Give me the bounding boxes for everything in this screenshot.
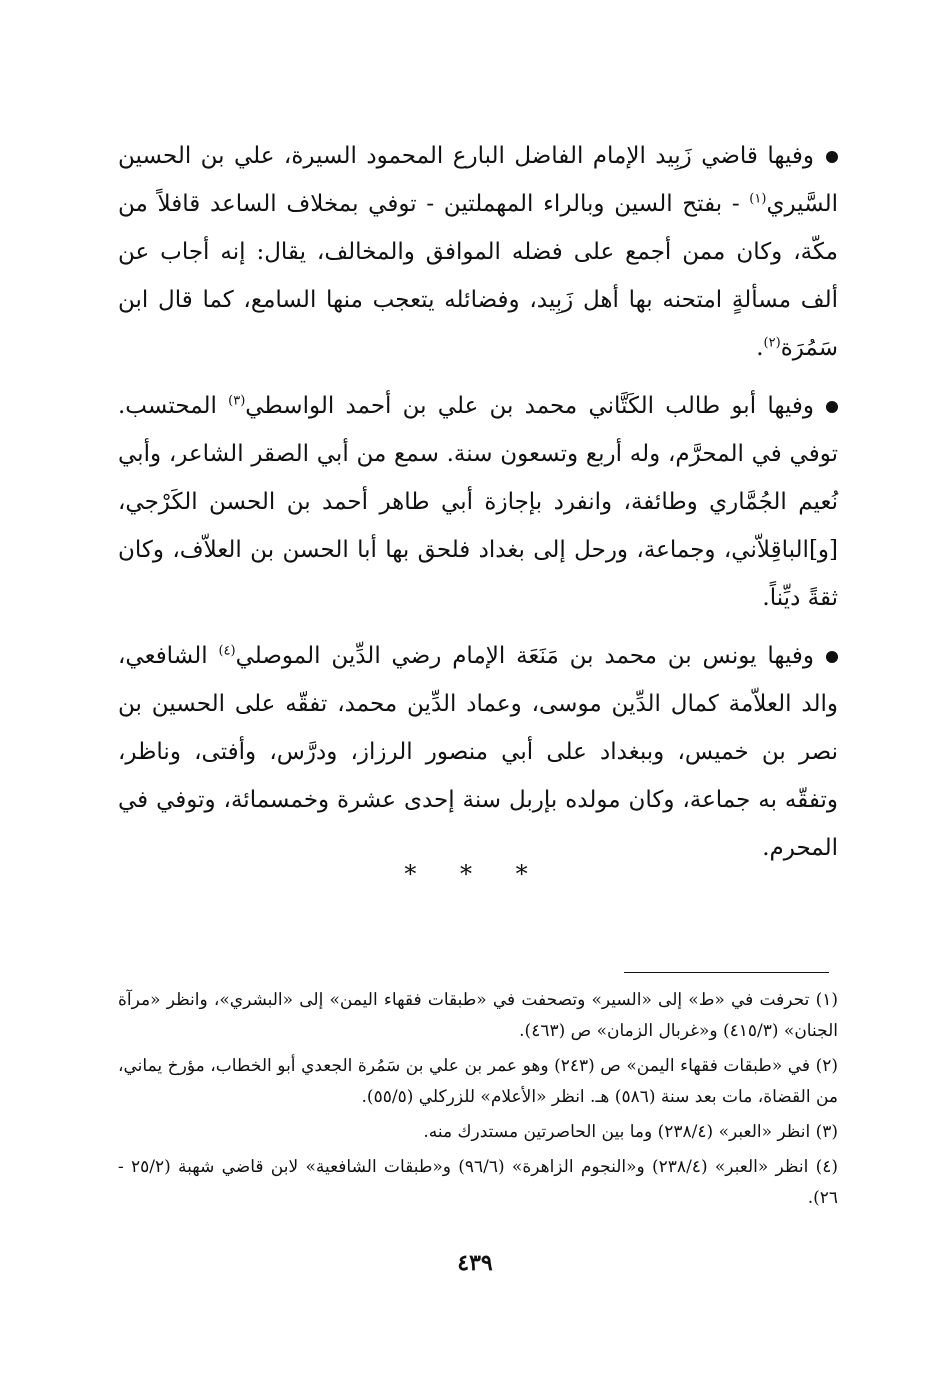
footnote-4: (٤) انظر «العبر» (٢٣٨/٤) و«النجوم الزاهرة» (٩٦/٦) و«طبقات الشافعية» لابن قاضي شهبة (٢٥/٢ - ٢٦). xyxy=(118,1157,838,1208)
paragraph-3 xyxy=(118,632,838,872)
main-text xyxy=(118,132,838,882)
section-separator: * * * xyxy=(404,860,546,888)
footnote-3: (٣) انظر «العبر» (٢٣٨/٤) وما بين الحاصرتين مستدرك منه. xyxy=(423,1122,838,1142)
paragraph-text: . xyxy=(756,335,764,361)
paragraph-text: وفيها قاضي زَبِيد الإمام الفاضل البارع المحمود السيرة، علي بن الحسين السَّيري xyxy=(118,143,838,217)
footnote-2: (٢) في «طبقات فقهاء اليمن» ص (٢٤٣) وهو عمر بن علي بن سَمُرة الجعدي أبو الخطاب، مؤرخ يماني، من القضاة، مات بعد سنة (٥٨٦) هـ. انظر «الأعلام» للزركلي (٥٥/٥). xyxy=(118,1056,838,1107)
bullet-icon xyxy=(826,401,838,413)
paragraph-1 xyxy=(118,132,838,372)
page-number: ٤٣٩ xyxy=(457,1250,493,1276)
footnotes xyxy=(118,985,838,1218)
footnote-ref: (٢) xyxy=(763,335,781,351)
footnote-divider xyxy=(624,972,829,973)
bullet-icon xyxy=(826,651,838,663)
paragraph-text: المحتسب. توفي في المحرَّم، وله أربع وتسعون سنة. سمع من أبي الصقر الشاعر، وأبي نُعيم الجُمَّاري وطائفة، وانفرد بإجازة أبي طاهر أحمد بن الحسن الكَرْجي، [و]الباقِلاّني، وجماعة، ورحل إلى بغداد فلحق بها أبا الحسن بن العلاّف، وكان ثقةً ديِّناً. xyxy=(118,393,838,611)
footnote-ref: (٤) xyxy=(218,643,236,659)
paragraph-2 xyxy=(118,382,838,622)
footnote-ref: (١) xyxy=(749,191,767,207)
bullet-icon xyxy=(826,151,838,163)
paragraph-text: وفيها يونس بن محمد بن مَنَعَة الإمام رضي الدِّين الموصلي xyxy=(235,643,815,669)
footnote-ref: (٣) xyxy=(228,393,246,409)
paragraph-text: الشافعي، والد العلاّمة كمال الدِّين موسى، وعماد الدِّين محمد، تفقّه على الحسين بن نصر بن خميس، وببغداد على أبي منصور الرزاز، ودرَّس، وأفتى، وناظر، وتفقّه به جماعة، وكان مولده بإربل سنة إحدى عشرة وخمسمائة، وتوفي في المحرم. xyxy=(118,643,838,861)
footnote-1: (١) تحرفت في «ط» إلى «السير» وتصحفت في «طبقات فقهاء اليمن» إلى «البشري»، وانظر «مرآة الجنان» (٤١٥/٣) و«غربال الزمان» ص (٤٦٣). xyxy=(118,990,838,1041)
paragraph-text: - بفتح السين وبالراء المهملتين - توفي بمخلاف الساعد قافلاً من مكّة، وكان ممن أجمع على فضله الموافق والمخالف، يقال: إنه أجاب عن ألف مسألةٍ امتحنه بها أهل زَبِيد، وفضائله يتعجب منها السامع، كما قال ابن سَمُرَة xyxy=(118,191,838,361)
paragraph-text: وفيها أبو طالب الكَتَّاني محمد بن علي بن أحمد الواسطي xyxy=(245,393,814,419)
